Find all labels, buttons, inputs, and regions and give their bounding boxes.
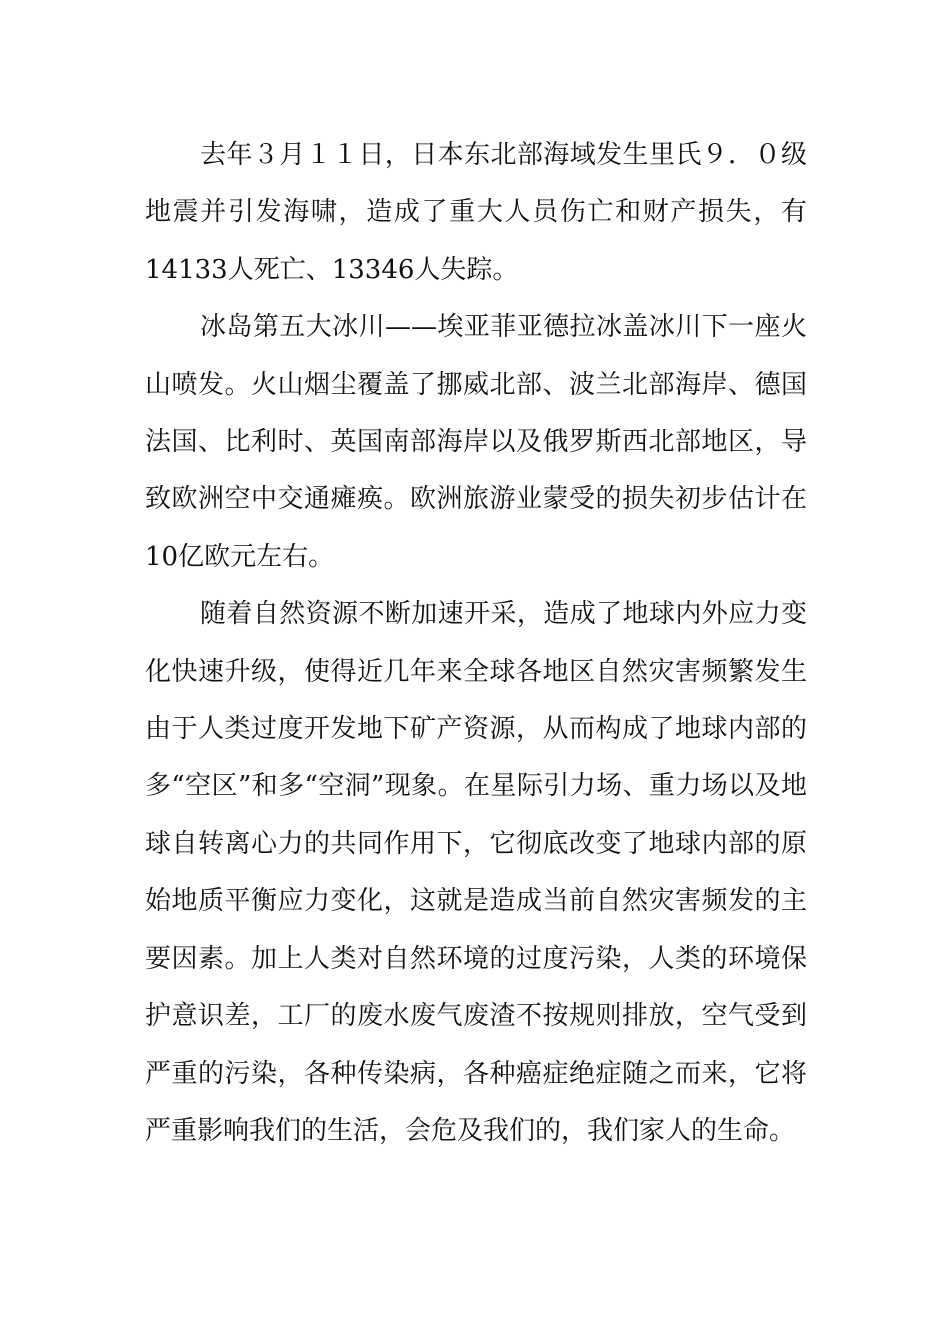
document-body <box>145 127 807 1160</box>
paragraph-volcano: 冰岛第五大冰川——埃亚菲亚德拉冰盖冰川下一座火山喷发。火山烟尘覆盖了挪威北部、波兰北部海岸、德国法国、比利时、英国南部海岸以及俄罗斯西北部地区，导致欧洲空中交通瘫痪。欧洲旅游业蒙受的损失初步估计在10亿欧元左右。 <box>145 312 807 572</box>
paragraph-earthquake: 去年３月１１日，日本东北部海域发生里氏９．０级地震并引发海啸，造成了重大人员伤亡和财产损失，有14133人死亡、13346人失踪。 <box>145 140 807 285</box>
paragraph-resources: 随着自然资源不断加速开采，造成了地球内外应力变化快速升级，使得近几年来全球各地区自然灾害频繁发生由于人类过度开发地下矿产资源，从而构成了地球内部的多“空区”和多“空洞”现象。在星际引力场、重力场以及地球自转离心力的共同作用下，它彻底改变了地球内部的原始地质平衡应力变化，这就是造成当前自然灾害频发的主要因素。加上人类对自然环境的过度污染，人类的环境保护意识差，工厂的废水废气废渣不按规则排放，空气受到严重的污染，各种传染病，各种癌症绝症随之而来，它将严重影响我们的生活，会危及我们的，我们家人的生命。 <box>145 599 807 1146</box>
